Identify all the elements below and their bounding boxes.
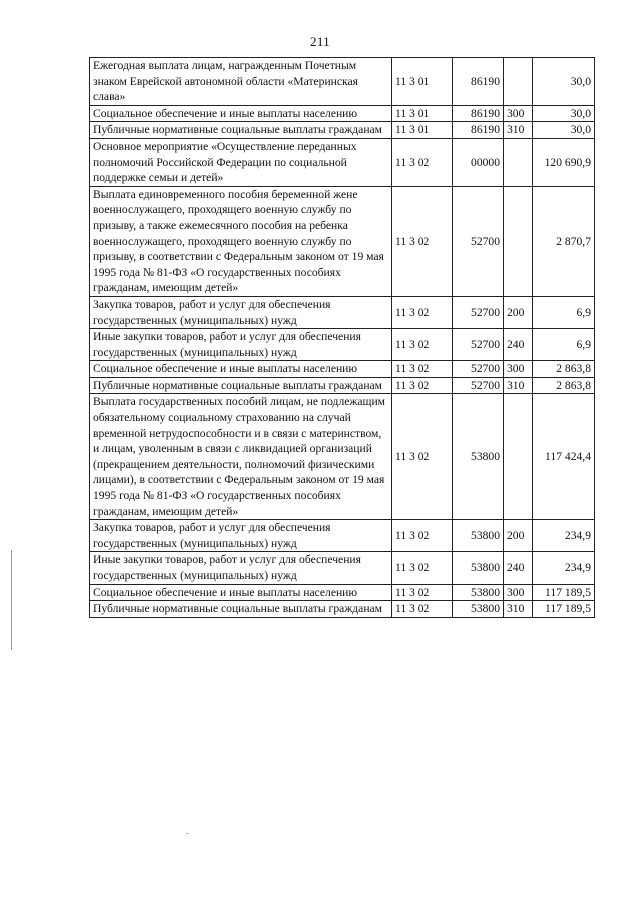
- row-amount: 117 424,4: [533, 394, 595, 520]
- table-row: [90, 601, 595, 618]
- row-amount: 2 863,8: [533, 377, 595, 394]
- row-description: Публичные нормативные социальные выплаты гражданам: [90, 377, 392, 394]
- row-description: Выплата государственных пособий лицам, не подлежащим обязательному социальному страхованию на случай временной нетрудоспособности и в связи с материнством, и лицам, уволенным в связи с ликвидацией организаций (прекращением деятельности, полномочий физическими лицами), в соответствии с Федеральным законом от 19 мая 1995 года № 81-ФЗ «О государственных пособиях гражданам, имеющим детей»: [90, 394, 392, 520]
- table-row: [90, 58, 595, 106]
- row-expense-type-code: [504, 186, 533, 296]
- row-expense-type-code: 200: [504, 520, 533, 552]
- row-program-code: 11 3 02: [392, 329, 453, 361]
- table-row: [90, 394, 595, 520]
- row-program-code: 11 3 02: [392, 394, 453, 520]
- row-direction-code: 53800: [453, 601, 504, 618]
- row-program-code: 11 3 02: [392, 296, 453, 328]
- table-row: [90, 584, 595, 601]
- row-amount: 2 863,8: [533, 361, 595, 378]
- row-description: Публичные нормативные социальные выплаты гражданам: [90, 122, 392, 139]
- row-description: Основное мероприятие «Осуществление переданных полномочий Российской Федерации по социальной поддержке семьи и детей»: [90, 138, 392, 186]
- row-program-code: 11 3 02: [392, 186, 453, 296]
- table-row: [90, 552, 595, 584]
- row-program-code: 11 3 01: [392, 122, 453, 139]
- page-number: 211: [310, 34, 330, 49]
- row-expense-type-code: 300: [504, 105, 533, 122]
- row-description: Социальное обеспечение и иные выплаты населению: [90, 105, 392, 122]
- row-direction-code: 53800: [453, 552, 504, 584]
- row-description: Иные закупки товаров, работ и услуг для обеспечения государственных (муниципальных) нужд: [90, 329, 392, 361]
- table-row: [90, 122, 595, 139]
- budget-table: [89, 57, 595, 618]
- row-direction-code: 00000: [453, 138, 504, 186]
- row-expense-type-code: 240: [504, 329, 533, 361]
- row-direction-code: 86190: [453, 122, 504, 139]
- row-amount: 117 189,5: [533, 584, 595, 601]
- row-description: Публичные нормативные социальные выплаты гражданам: [90, 601, 392, 618]
- row-amount: 2 870,7: [533, 186, 595, 296]
- row-expense-type-code: 300: [504, 361, 533, 378]
- row-amount: 6,9: [533, 296, 595, 328]
- row-direction-code: 86190: [453, 58, 504, 106]
- row-amount: 120 690,9: [533, 138, 595, 186]
- row-description: Выплата единовременного пособия беременной жене военнослужащего, проходящего военную службу по призыву, а также ежемесячного пособия на ребенка военнослужащего, проходящего военную службу по призыву, в соответствии с Федеральным законом от 19 мая 1995 года № 81-ФЗ «О государственных пособиях гражданам, имеющим детей»: [90, 186, 392, 296]
- row-program-code: 11 3 01: [392, 105, 453, 122]
- row-amount: 30,0: [533, 58, 595, 106]
- row-direction-code: 53800: [453, 520, 504, 552]
- table-row: [90, 361, 595, 378]
- table-row: [90, 520, 595, 552]
- table-row: [90, 186, 595, 296]
- row-expense-type-code: 310: [504, 601, 533, 618]
- table-row: [90, 138, 595, 186]
- row-program-code: 11 3 01: [392, 58, 453, 106]
- row-amount: 6,9: [533, 329, 595, 361]
- row-expense-type-code: [504, 58, 533, 106]
- row-description: Закупка товаров, работ и услуг для обеспечения государственных (муниципальных) нужд: [90, 520, 392, 552]
- row-amount: 117 189,5: [533, 601, 595, 618]
- row-expense-type-code: 300: [504, 584, 533, 601]
- row-amount: 30,0: [533, 122, 595, 139]
- row-expense-type-code: [504, 138, 533, 186]
- row-program-code: 11 3 02: [392, 520, 453, 552]
- table-row: [90, 296, 595, 328]
- row-expense-type-code: 200: [504, 296, 533, 328]
- row-program-code: 11 3 02: [392, 584, 453, 601]
- row-description: Иные закупки товаров, работ и услуг для обеспечения государственных (муниципальных) нужд: [90, 552, 392, 584]
- row-expense-type-code: [504, 394, 533, 520]
- row-expense-type-code: 310: [504, 377, 533, 394]
- row-direction-code: 86190: [453, 105, 504, 122]
- row-program-code: 11 3 02: [392, 361, 453, 378]
- row-direction-code: 53800: [453, 394, 504, 520]
- row-expense-type-code: 240: [504, 552, 533, 584]
- table-row: [90, 105, 595, 122]
- budget-table-body: [90, 58, 595, 618]
- row-description: Закупка товаров, работ и услуг для обеспечения государственных (муниципальных) нужд: [90, 296, 392, 328]
- scan-artifact: [186, 833, 189, 834]
- table-row: [90, 329, 595, 361]
- row-program-code: 11 3 02: [392, 377, 453, 394]
- row-amount: 30,0: [533, 105, 595, 122]
- row-program-code: 11 3 02: [392, 138, 453, 186]
- row-expense-type-code: 310: [504, 122, 533, 139]
- row-amount: 234,9: [533, 520, 595, 552]
- row-direction-code: 52700: [453, 296, 504, 328]
- row-direction-code: 52700: [453, 329, 504, 361]
- table-row: [90, 377, 595, 394]
- row-description: Социальное обеспечение и иные выплаты населению: [90, 361, 392, 378]
- row-program-code: 11 3 02: [392, 601, 453, 618]
- row-direction-code: 52700: [453, 186, 504, 296]
- row-direction-code: 52700: [453, 377, 504, 394]
- row-description: Социальное обеспечение и иные выплаты населению: [90, 584, 392, 601]
- scan-margin-line: [11, 550, 12, 650]
- row-description: Ежегодная выплата лицам, награжденным Почетным знаком Еврейской автономной области «Материнская слава»: [90, 58, 392, 106]
- row-direction-code: 52700: [453, 361, 504, 378]
- row-program-code: 11 3 02: [392, 552, 453, 584]
- row-amount: 234,9: [533, 552, 595, 584]
- row-direction-code: 53800: [453, 584, 504, 601]
